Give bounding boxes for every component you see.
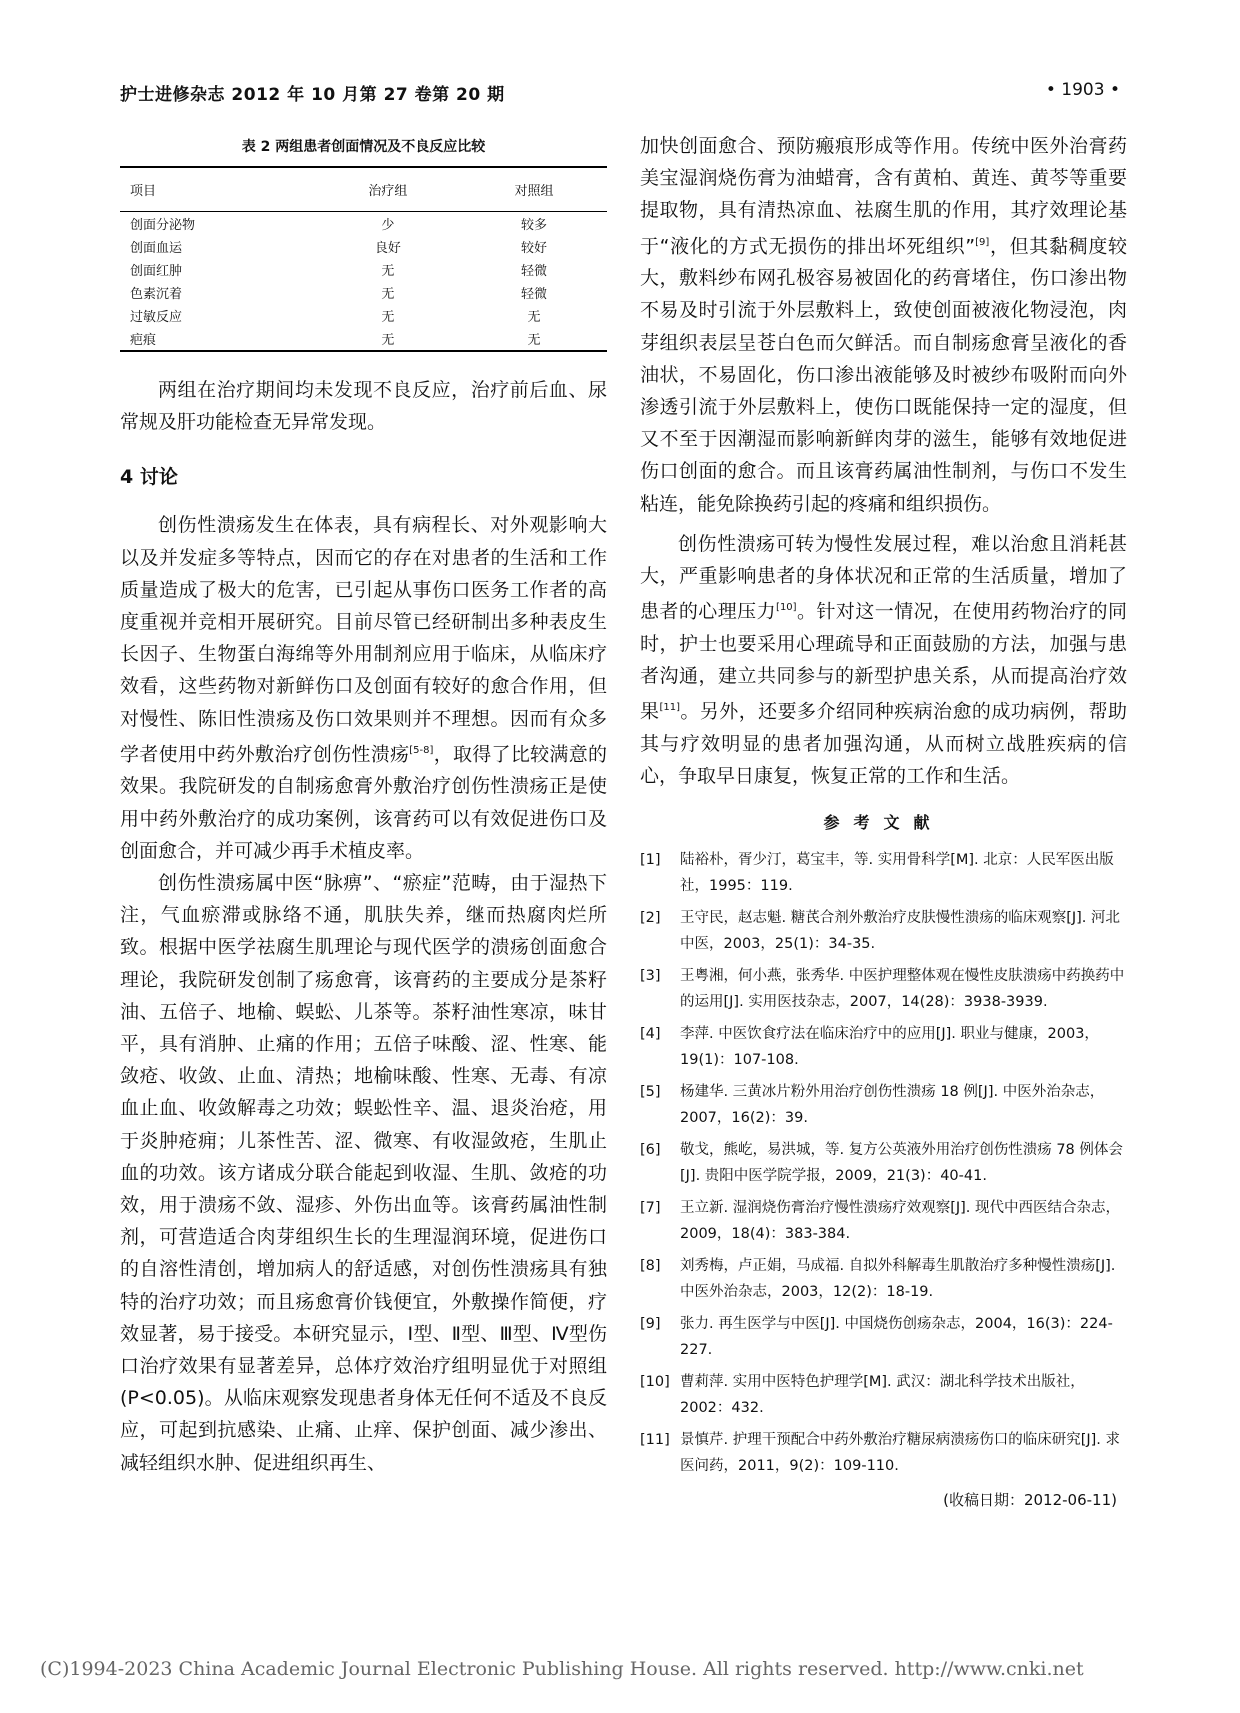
adverse-reaction-paragraph: 两组在治疗期间均未发现不良反应，治疗前后血、尿常规及肝功能检查无异常发现。 [120,379,607,434]
reference-number: [5] [640,1084,661,1101]
table-cell: 轻微 [520,287,547,302]
reference-item [640,1021,1127,1073]
table-row [120,212,607,236]
reference-number: [8] [640,1258,661,1275]
reference-item [640,963,1127,1015]
table-cell: 疤痕 [130,333,157,348]
citation: [5-8] [409,744,434,756]
table-cell: 较好 [520,241,547,256]
reference-text: 李萍. 中医饮食疗法在临床治疗中的应用[J]. 职业与健康，2003，19(1)：107-108. [680,1026,1099,1069]
paragraph-text: 创伤性溃疡可转为慢性发展过程，难以治愈且消耗甚大，严重影响患者的身体状况和正常的生活质量，增加了患者的心理压力 [640,532,1127,623]
received-date: (收稿日期：2012-06-11) [943,1491,1117,1510]
page-number: • 1903 • [1045,80,1120,100]
table-header-cell: 治疗组 [368,184,408,199]
table-cell: 创面分泌物 [130,218,196,233]
table-cell: 色素沉着 [130,287,183,302]
reference-number: [11] [640,1432,670,1449]
reference-item [640,1137,1127,1189]
table-row [120,281,607,304]
reference-number: [2] [640,910,661,927]
paragraph-text: 。针对这一情况，在使用药物治疗的同时，护士也要采用心理疏导和正面鼓励的方法，加强与患者沟通，建立共同参与的新型护患关系，从而提高治疗效果 [640,600,1127,723]
references-heading: 参考文献 [823,813,944,833]
reference-text: 杨建华. 三黄冰片粉外用治疗创伤性溃疡 18 例[J]. 中医外治杂志，2007，16(2)：39. [680,1084,1105,1127]
table-title: 表 2 两组患者创面情况及不良反应比较 [241,139,486,155]
reference-list [640,847,1127,1479]
reference-item [640,1311,1127,1363]
table-cell: 无 [381,264,395,279]
reference-item [640,1427,1127,1479]
reference-item [640,1079,1127,1131]
table-cell: 创面红肿 [130,264,183,279]
table-header-row [120,167,607,212]
paragraph-text: ，取得了比较满意的效果。我院研发的自制疡愈膏外敷治疗创伤性溃疡正是使用中药外敷治疗的成功案例，该膏药可以有效促进伤口及创面愈合，并可减少再手术植皮率。 [120,743,607,862]
reference-item [640,1253,1127,1305]
reference-text: 景慎芹. 护理干预配合中药外敷治疗糖尿病溃疡伤口的临床研究[J]. 求医问药，2011，9(2)：109-110. [680,1432,1121,1475]
reference-number: [4] [640,1026,661,1043]
reference-text: 陆裕朴，胥少汀，葛宝丰，等. 实用骨科学[M]. 北京：人民军医出版社，1995：119. [680,852,1114,895]
table-cell: 少 [381,218,395,233]
table-header-cell: 对照组 [514,184,554,199]
paragraph-text: 加快创面愈合、预防瘢痕形成等作用。传统中医外治膏药美宝湿润烧伤膏为油蜡膏，含有黄柏、黄连、黄芩等重要提取物，具有清热凉血、祛腐生肌的作用，其疗效理论基于“液化的方式无损伤的排出坏死组织” [640,135,1127,257]
reference-text: 王守民，赵志魁. 糖芪合剂外敷治疗皮肤慢性溃疡的临床观察[J]. 河北中医，2003，25(1)：34-35. [680,910,1121,953]
table-cell: 轻微 [520,264,547,279]
reference-item [640,1369,1127,1421]
reference-text: 曹莉萍. 实用中医特色护理学[M]. 武汉：湖北科学技术出版社，2002：432. [680,1374,1085,1417]
reference-text: 敬戈，熊屹，易洪城，等. 复方公英液外用治疗创伤性溃疡 78 例体会[J]. 贵阳中医学院学报，2009，21(3)：40-41. [680,1142,1123,1185]
table-cell: 无 [527,333,541,348]
reference-text: 张力. 再生医学与中医[J]. 中国烧伤创疡杂志，2004，16(3)：224-227. [680,1316,1113,1359]
continued-paragraph [640,130,1127,520]
table-cell: 较多 [520,218,547,233]
paragraph-text: 。另外，还要多介绍同种疾病治愈的成功病例，帮助其与疗效明显的患者加强沟通，从而树立战胜疾病的信心，争取早日康复，恢复正常的工作和生活。 [640,700,1127,787]
table-header-cell: 项目 [130,184,157,199]
reference-number: [6] [640,1142,661,1159]
paragraph-text: ，但其黏稠度较大，敷料纱布网孔极容易被固化的药膏堵住，伤口渗出物不易及时引流于外层敷料上，致使创面被液化物浸泡，肉芽组织表层呈苍白色而欠鲜活。而自制疡愈膏呈液化的香油状，不易固化，伤口渗出液能够及时被纱布吸附而向外渗透引流于外层敷料上，使伤口既能保持一定的湿度，但又不至于因潮湿而影响新鲜肉芽的滋生，能够有效地促进伤口创面的愈合。而且该膏药属油性制剂，与伤口不发生粘连，能免除换药引起的疼痛和组织损伤。 [640,234,1127,515]
table-cell: 过敏反应 [130,310,183,325]
table-cell: 创面血运 [130,241,183,256]
reference-item [640,1195,1127,1247]
reference-item [640,905,1127,957]
table-row [120,258,607,281]
journal-header: 护士进修杂志 2012 年 10 月第 27 卷第 20 期 [120,85,505,105]
left-column [120,130,607,1479]
table-row [120,327,607,351]
table-cell: 无 [381,333,395,348]
discussion-paragraph [640,528,1127,792]
citation: [9] [975,236,990,248]
reference-item [640,847,1127,899]
copyright-footer: (C)1994-2023 China Academic Journal Electronic Publishing House. All rights reserved. http://www.cnki.net [40,1658,1084,1680]
table-cell: 无 [381,310,395,325]
reference-number: [9] [640,1316,661,1333]
comparison-table [120,166,607,352]
reference-text: 刘秀梅，卢正娟，马成福. 自拟外科解毒生肌散治疗多种慢性溃疡[J]. 中医外治杂志，2003，12(2)：18-19. [680,1258,1116,1301]
reference-number: [1] [640,852,661,869]
reference-number: [3] [640,968,661,985]
table-cell: 无 [527,310,541,325]
reference-number: [10] [640,1374,670,1391]
discussion-paragraph [120,509,607,867]
paragraph-text: 创伤性溃疡发生在体表，具有病程长、对外观影响大以及并发症多等特点，因而它的存在对患者的生活和工作质量造成了极大的危害，已引起从事伤口医务工作者的高度重视并竞相开展研究。目前尽管已经研制出多种表皮生长因子、生物蛋白海绵等外用制剂应用于临床，从临床疗效看，这些药物对新鲜伤口及创面有较好的愈合作用，但对慢性、陈旧性溃疡及伤口效果则并不理想。因而有众多学者使用中药外敷治疗创伤性溃疡 [120,514,607,766]
right-column [640,130,1127,1510]
table-cell: 良好 [374,241,401,256]
reference-number: [7] [640,1200,661,1217]
table-row [120,304,607,327]
table-cell: 无 [381,287,395,302]
citation: [11] [659,702,680,714]
table-row [120,235,607,258]
discussion-paragraph: 创伤性溃疡属中医“脉痹”、“瘀症”范畴，由于湿热下注，气血瘀滞或脉络不通，肌肤失养，继而热腐肉烂所致。根据中医学祛腐生肌理论与现代医学的溃疡创面愈合理论，我院研发创制了疡愈膏，该膏药的主要成分是茶籽油、五倍子、地榆、蜈蚣、儿茶等。茶籽油性寒凉，味甘平，具有消肿、止痛的作用；五倍子味酸、涩、性寒、能敛疮、收敛、止血、清热；地榆味酸、性寒、无毒、有凉血止血、收敛解毒之功效；蜈蚣性辛、温、退炎治疮，用于炎肿疮痈；儿茶性苦、涩、微寒、有收湿敛疮，生肌止血的功效。该方诸成分联合能起到收湿、生肌、敛疮的功效，用于溃疡不敛、湿疹、外伤出血等。该膏药属油性制剂，可营造适合肉芽组织生长的生理湿润环境，促进伤口的自溶性清创，增加病人的舒适感，对创伤性溃疡具有独特的治疗功效；而且疡愈膏价钱便宜，外敷操作简便，疗效显著，易于接受。本研究显示，Ⅰ型、Ⅱ型、Ⅲ型、Ⅳ型伤口治疗效果有显著差异，总体疗效治疗组明显优于对照组(P<0.05)。从临床观察发现患者身体无任何不适及不良反应，可起到抗感染、止痛、止痒、保护创面、减少渗出、减轻组织水肿、促进组织再生、 [120,871,607,1474]
citation: [10] [776,602,797,614]
reference-text: 王立新. 湿润烧伤膏治疗慢性溃疡疗效观察[J]. 现代中西医结合杂志，2009，18(4)：383-384. [680,1200,1121,1243]
reference-text: 王粤湘，何小燕，张秀华. 中医护理整体观在慢性皮肤溃疡中药换药中的运用[J]. 实用医技杂志，2007，14(28)：3938-3939. [680,968,1125,1011]
section-heading-discussion: 4 讨论 [120,466,178,489]
